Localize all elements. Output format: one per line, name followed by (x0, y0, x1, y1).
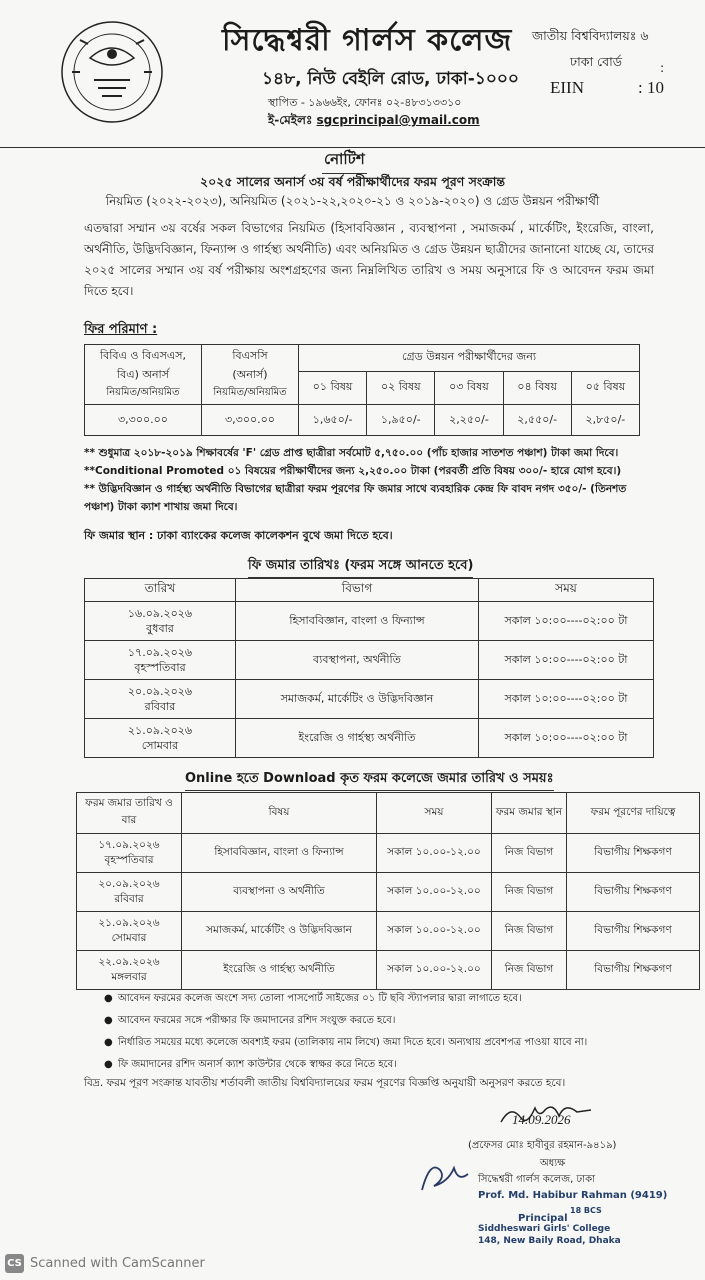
instruction-text: আবেদন ফরমের কলেজ অংশে সদ্য তোলা পাসপোর্ট সাইজের ০১ টি ছবি স্ট্যাপলার দ্বারা লাগাতে হবে। (118, 993, 522, 1004)
online-heading: Online হতে Download কৃত ফরম কলেজে জমার তারিখ ও সময়ঃ (185, 769, 554, 791)
schedule-time: সকাল ১০:০০----০২:০০ টা (479, 680, 654, 719)
online-subject: হিসাববিজ্ঞান, বাংলা ও ফিন্যান্স (182, 834, 377, 873)
fee-value: ১,৬৫০/- (299, 405, 367, 436)
board-text: ঢাকা বোর্ড (570, 54, 622, 69)
instruction-text: আবেদন ফরমের সঙ্গে পরীক্ষার ফি জমাদানের রশিদ সংযুক্ত করতে হবে। (118, 1015, 396, 1026)
notice-body: এতদ্বারা সম্মান ৩য় বর্ষের সকল বিভাগের নিয়মিত (হিসাববিজ্ঞান , ব্যবস্থাপনা , সমাজকর্ম , মার্কেটিং, ইংরেজি, বাংলা, অর্থনীতি, উদ্ভিদবিজ্ঞান, ফিন্যান্স ও গার্হস্থ্য অর্থনীতি) এবং অনিয়মিত ও গ্রেড উন্নয়ন ছাত্রীদের জানানো যাচ্ছে যে, তাদের ২০২৫ সালের সম্মান ৩য় বর্ষ পরীক্ষায় অংশগ্রহণের জন্য নিম্নলিখিত তারিখ ও সময় অনুসারে ফি ও আবেদন ফরম জমা দিতে হবে। (84, 221, 654, 298)
table-row (77, 834, 700, 873)
online-header-responsible: ফরম পূরণের দায়িত্বে (567, 793, 700, 834)
subject-header: ০৪ বিষয় (503, 371, 571, 404)
online-subject: ব্যবস্থাপনা ও অর্থনীতি (182, 873, 377, 912)
stamp-principal-name: Prof. Md. Habibur Rahman (9419) (478, 1190, 668, 1201)
schedule-time: সকাল ১০:০০----০২:০০ টা (479, 602, 654, 641)
schedule-date (85, 602, 236, 641)
schedule-dept: সমাজকর্ম, মার্কেটিং ও উদ্ভিদবিজ্ঞান (236, 680, 479, 719)
day-text: বৃহস্পতিবার (104, 854, 154, 866)
eiin-label: EIIN (550, 78, 584, 97)
date-text: ১৭.০৯.২০২৬ (127, 646, 193, 659)
notice-subject: ২০২৫ সালের অনার্স ৩য় বর্ষ পরীক্ষার্থীদের ফরম পূরণ সংক্রান্ত (200, 174, 505, 189)
stamp-signature (412, 1150, 482, 1200)
fee-table (84, 344, 640, 436)
table-row (85, 602, 654, 641)
fee-col1-line1: বিবিএ ও বিএসএস, (99, 349, 187, 362)
college-logo (50, 10, 185, 140)
online-header-time: সময় (377, 793, 492, 834)
schedule-header-time: সময় (479, 579, 654, 602)
online-schedule-table (76, 792, 700, 990)
online-time: সকাল ১০.০০-১২.০০ (377, 873, 492, 912)
list-item (104, 1034, 684, 1056)
camscanner-watermark: Scanned with CamScanner (30, 1256, 205, 1271)
online-responsible: বিভাগীয় শিক্ষকগণ (567, 912, 700, 951)
instruction-text: নির্ধারিত সময়ের মধ্যে কলেজে অবশ্যই ফরম (তালিকায় নাম লিখে) জমা দিতে হবে। অন্যথায় প্রবেশপত্র পাওয়া যাবে না। (118, 1037, 588, 1048)
fee-value: ১,৯৫০/- (367, 405, 435, 436)
bullet-icon: ● (104, 1059, 113, 1070)
university-code: জাতীয় বিশ্ববিদ্যালয়ঃ ৬ (532, 28, 649, 43)
signature-date: 14.09.2026 (512, 1112, 571, 1127)
day-text: মঙ্গলবার (111, 971, 147, 983)
schedule-header-date: তারিখ (85, 579, 236, 602)
fee-value: ২,২৫০/- (435, 405, 503, 436)
fee-col2-line2: (অনার্স) (232, 368, 268, 381)
online-date (77, 912, 182, 951)
schedule-date (85, 641, 236, 680)
fee-col2-line3: নিয়মিত/অনিয়মিত (213, 387, 287, 398)
schedule-time: সকাল ১০:০০----০২:০০ টা (479, 719, 654, 758)
college-email (268, 112, 480, 132)
fee-col1-line3: নিয়মিত/অনিয়মিত (106, 387, 180, 398)
date-text: ২১.০৯.২০২৬ (98, 917, 160, 929)
college-name: সিদ্ধেশ্বরী গার্লস কলেজ (222, 23, 513, 58)
fee-col1-line2: বিএ) অনার্স (117, 368, 169, 381)
online-header-date: ফরম জমার তারিখ ও বার (77, 793, 182, 834)
list-item (104, 1012, 684, 1034)
bullet-icon: ● (104, 993, 113, 1004)
fee-value: ২,৮৫০/- (571, 405, 639, 436)
day-text: সোমবার (111, 932, 147, 944)
schedule-header-dept: বিভাগ (236, 579, 479, 602)
online-place: নিজ বিভাগ (492, 951, 567, 990)
fee-value: ৩,৩০০.০০ (85, 405, 202, 436)
fee-note-conditional: **Conditional Promoted ০১ বিষয়ের পরীক্ষার্থীদের জন্য ২,২৫০.০০ টাকা (পরবর্তী প্রতি বিষয় ৩০০/- হারে যোগ হবে।) (84, 465, 622, 477)
table-row (77, 873, 700, 912)
fee-payment-place: ফি জমার স্থান : ঢাকা ব্যাংকের কলেজ কালেকশন বুথে জমা দিতে হবে। (84, 529, 393, 542)
schedule-heading: ফি জমার তারিখঃ (ফরম সঙ্গে আনতে হবে) (248, 556, 473, 578)
fee-value: ৩,৩০০.০০ (202, 405, 299, 436)
table-row (85, 680, 654, 719)
online-subject: ইংরেজি ও গার্হস্থ্য অর্থনীতি (182, 951, 377, 990)
date-text: ২২.০৯.২০২৬ (98, 956, 160, 968)
established-phone: স্থাপিত - ১৯৬৬ইং, ফোনঃ ০২-৪৮৩১৩৩১০ (268, 96, 462, 109)
schedule-dept: ইংরেজি ও গার্হস্থ্য অর্থনীতি (236, 719, 479, 758)
day-text: বুধবার (146, 622, 174, 635)
online-time: সকাল ১০.০০-১২.০০ (377, 951, 492, 990)
principal-college: সিদ্ধেশ্বরী গার্লস কলেজ, ঢাকা (478, 1174, 595, 1185)
schedule-date (85, 719, 236, 758)
online-time: সকাল ১০.০০-১২.০০ (377, 834, 492, 873)
table-row (85, 641, 654, 680)
online-responsible: বিভাগীয় শিক্ষকগণ (567, 951, 700, 990)
schedule-dept: ব্যবস্থাপনা, অর্থনীতি (236, 641, 479, 680)
stamp-college-name: Siddheswari Girls' College (478, 1224, 611, 1234)
fee-col2-line1: বিএসসি (232, 349, 268, 362)
day-text: রবিবার (144, 700, 176, 713)
online-header-subject: বিষয় (182, 793, 377, 834)
online-place: নিজ বিভাগ (492, 873, 567, 912)
fee-note-f-grade: ** শুধুমাত্র ২০১৮-২০১৯ শিক্ষাবর্ষের 'F' গ্রেড প্রাপ্ত ছাত্রীরা সর্বমোট ৫,৭৫০.০০ (পাঁচ হাজার সাতশত পঞ্চাশ) টাকা জমা দিবে। (84, 447, 619, 459)
grade-improvement-header: গ্রেড উন্নয়ন পরীক্ষার্থীদের জন্য (299, 345, 640, 372)
online-responsible: বিভাগীয় শিক্ষকগণ (567, 834, 700, 873)
college-address: ১৪৮, নিউ বেইলি রোড, ঢাকা-১০০০ (262, 69, 519, 89)
day-text: বৃহস্পতিবার (134, 661, 186, 674)
table-row (85, 719, 654, 758)
subject-header: ০২ বিষয় (367, 371, 435, 404)
board-colon: : (660, 60, 665, 75)
day-text: সোমবার (141, 739, 179, 752)
subject-header: ০৩ বিষয় (435, 371, 503, 404)
instruction-list (104, 990, 684, 1078)
schedule-dept: হিসাববিজ্ঞান, বাংলা ও ফিন্যান্স (236, 602, 479, 641)
online-date (77, 834, 182, 873)
notice-subject-line2: নিয়মিত (২০২২-২০২৩), অনিয়মিত (২০২১-২২,২০২০-২১ ও ২০১৯-২০২০) ও গ্রেড উন্নয়ন পরীক্ষার্থী (105, 194, 600, 208)
subject-header: ০৫ বিষয় (571, 371, 639, 404)
bullet-icon: ● (104, 1015, 113, 1026)
principal-name-bn: (প্রফেসর মোঃ হাবীবুর রহমান-৯৪১৯) (468, 1140, 617, 1151)
list-item (104, 990, 684, 1012)
online-responsible: বিভাগীয় শিক্ষকগণ (567, 873, 700, 912)
stamp-address: 148, New Baily Road, Dhaka (478, 1236, 621, 1246)
subject-header: ০১ বিষয় (299, 371, 367, 404)
notice-title: নোটিশ (322, 148, 367, 174)
fee-schedule-table (84, 578, 654, 758)
fee-col-bsc-header (202, 345, 299, 405)
board-label (570, 54, 665, 75)
date-text: ২১.০৯.২০২৬ (127, 724, 193, 737)
online-place: নিজ বিভাগ (492, 912, 567, 951)
stamp-principal-title: Principal (518, 1213, 568, 1224)
fee-heading: ফির পরিমাণ : (84, 322, 158, 337)
schedule-time: সকাল ১০:০০----০২:০০ টা (479, 641, 654, 680)
online-time: সকাল ১০.০০-১২.০০ (377, 912, 492, 951)
list-item (104, 1056, 684, 1078)
online-date (77, 873, 182, 912)
camscanner-icon: CS (5, 1254, 24, 1273)
principal-title: অধ্যক্ষ (540, 1158, 566, 1169)
bullet-icon: ● (104, 1037, 113, 1048)
schedule-date (85, 680, 236, 719)
date-text: ১৬.০৯.২০২৬ (127, 607, 193, 620)
date-text: ১৭.০৯.২০২৬ (98, 839, 160, 851)
online-subject: সমাজকর্ম, মার্কেটিং ও উদ্ভিদবিজ্ঞান (182, 912, 377, 951)
online-header-place: ফরম জমার স্থান (492, 793, 567, 834)
fee-col-ba-header (85, 345, 202, 405)
email-label: ই-মেইলঃ (268, 113, 313, 127)
date-text: ২০.০৯.২০২৬ (98, 878, 160, 890)
table-row (77, 912, 700, 951)
email-address[interactable]: sgcprincipal@ymail.com (316, 113, 480, 127)
final-note: বিদ্র. ফরম পূরণ সংক্রান্ত যাবতীয় শর্তাবলী জাতীয় বিশ্ববিদ্যালয়ের ফরম পূরণের বিজ্ঞপ্তি অনুযায়ী অনুসরণ করতে হবে। (84, 1077, 566, 1089)
eiin-value: : 10 (638, 78, 664, 97)
online-place: নিজ বিভাগ (492, 834, 567, 873)
table-row (77, 951, 700, 990)
instruction-text: ফি জমাদানের রশিদ অনার্স ক্যাশ কাউন্টার থেকে স্বাক্ষর করে নিতে হবে। (118, 1059, 397, 1070)
stamp-bcs: 18 BCS (570, 1206, 602, 1215)
fee-value: ২,৫৫০/- (503, 405, 571, 436)
fee-note-practical: ** উদ্ভিদবিজ্ঞান ও গার্হস্থ্য অর্থনীতি বিভাগের ছাত্রীরা ফরম পূরণের ফি জমার সাথে ব্যবহারিক কেন্দ্র ফি বাবদ নগদ ৩৫০/- (তিনশত পঞ্চাশ) টাকা ক্যাশ শাখায় জমা দিবে। (84, 483, 627, 513)
day-text: রবিবার (114, 893, 144, 905)
date-text: ২০.০৯.২০২৬ (127, 685, 193, 698)
online-date (77, 951, 182, 990)
